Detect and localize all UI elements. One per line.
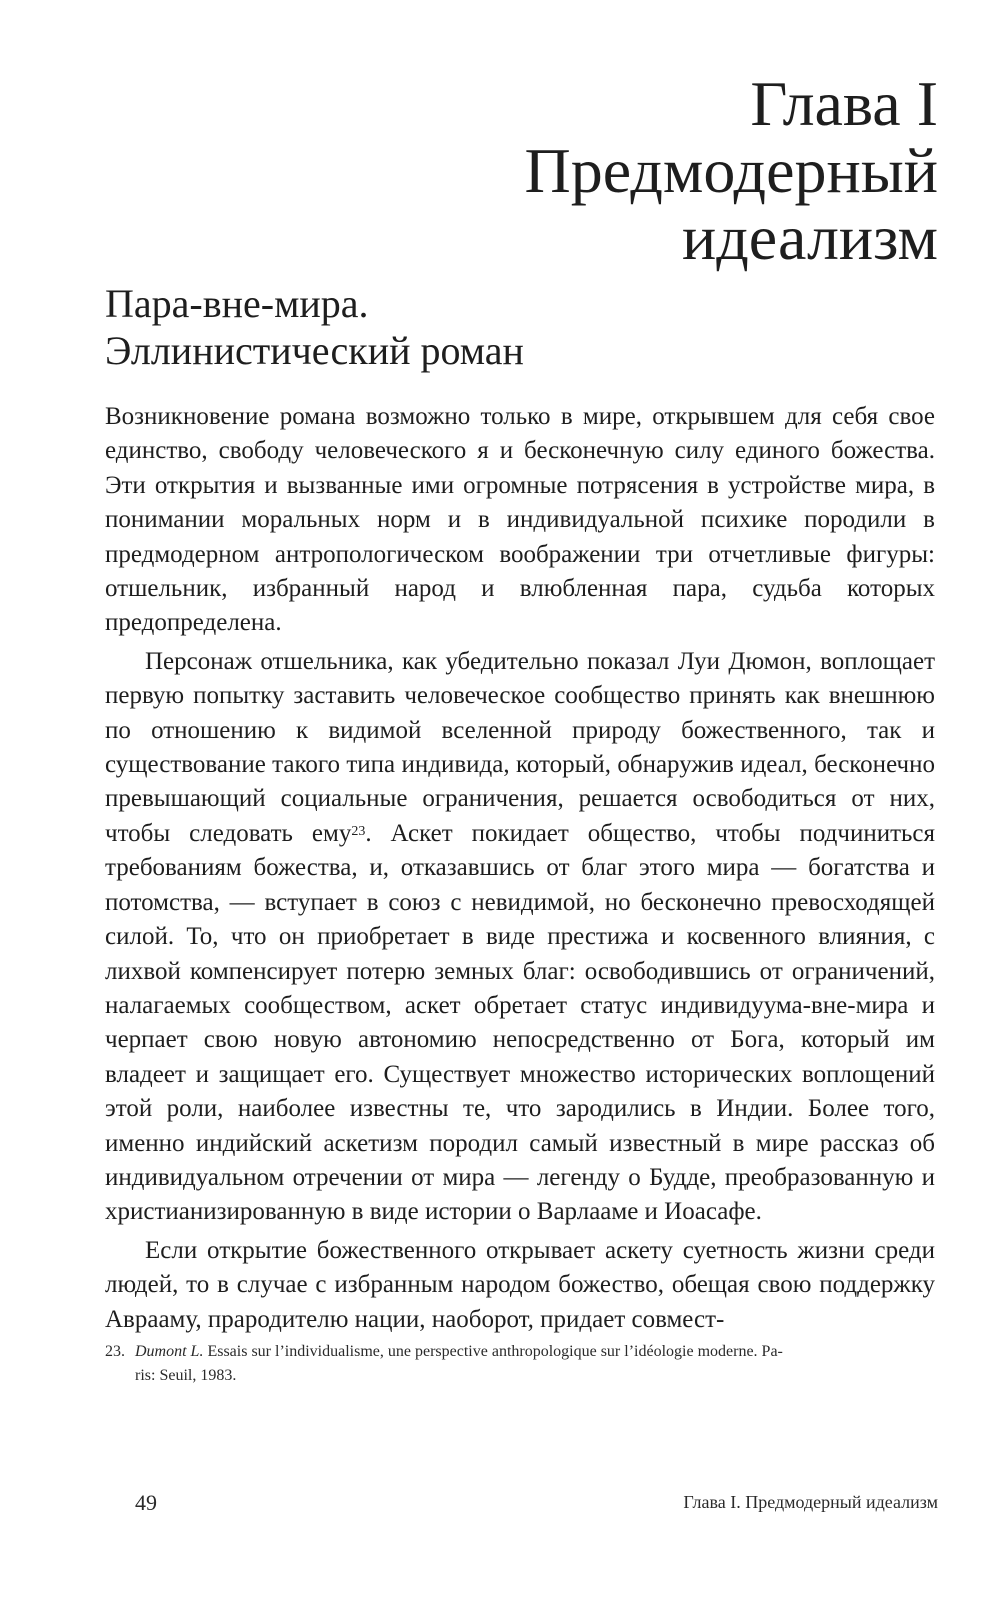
chapter-title-line: Глава I [750,68,938,139]
body-text [105,400,935,1337]
chapter-title-line: Предмодерный [524,135,938,206]
footnote-text: ris: Seuil, 1983. [135,1367,237,1384]
section-title [105,280,705,374]
footnote-number: 23. [105,1343,125,1360]
chapter-title-line: идеализм [681,202,938,273]
chapter-title [238,70,938,271]
paragraph-text: . Аскет покидает общество, чтобы подчиниться требованиям божества, и, отказавшись от благ этого мира — богатства и потомства, — вступает в союз с невидимой, но бесконечно превосходящей силой. То, что он приобретает в виде престижа и косвенного влияния, с лихвой компенсирует потерю земных благ: освободившись от ограничений, налагаемых сообществом, аскет обретает статус индивидуума-вне-мира и черпает свою новую автономию непосредственно от Бога, который им владеет и защищает его. Существует множество исторических воплощений этой роли, наиболее известны те, что зародились в Индии. Более того, именно индийский аскетизм породил самый известный в мире рассказ об индивидуальном отречении от мира — легенду о Будде, преобразованную и христианизированную в виде истории о Варлааме и Иоасафе. [105,819,935,1226]
section-title-line: Эллинистический роман [105,328,524,373]
section-title-line: Пара-вне-мира. [105,281,369,326]
paragraph [105,645,935,1230]
running-title: Глава I. Предмодерный идеализм [683,1492,938,1512]
footnote-reference[interactable]: 23 [351,823,366,839]
footnote [105,1340,935,1388]
running-footer [105,1490,938,1520]
paragraph: Если открытие божественного открывает аскету суетность жизни среди людей, то в случае с избранным народом божество, обещая свою поддержку Аврааму, прародителю нации, наоборот, придает совмест- [105,1236,935,1333]
paragraph-text: Персонаж отшельника, как убедительно показал Луи Дюмон, воплощает первую попытку заставить человеческое сообщество принять как внешнюю по отношению к видимой вселенной природу божественного, так и существование такого типа индивида, который, обнаружив идеал, бесконечно превышающий социальные ограничения, решается освободиться от них, чтобы следовать ему [105,647,935,847]
page-number: 49 [135,1490,157,1515]
footnote-text: Essais sur l’individualisme, une perspective anthropologique sur l’idéologie moderne. Pa- [203,1343,783,1360]
paragraph: Возникновение романа возможно только в мире, открывшем для себя свое единство, свободу человеческого я и бесконечную силу единого божества. Эти открытия и вызванные ими огромные потрясения в устройстве мира, в понимании моральных норм и в индивидуальной психике породили в предмодерном антропологическом воображении три отчетливые фигуры: отшельник, избранный народ и влюбленная пара, судьба которых предопределена. [105,403,935,637]
footnote-author: Dumont L. [135,1343,204,1360]
